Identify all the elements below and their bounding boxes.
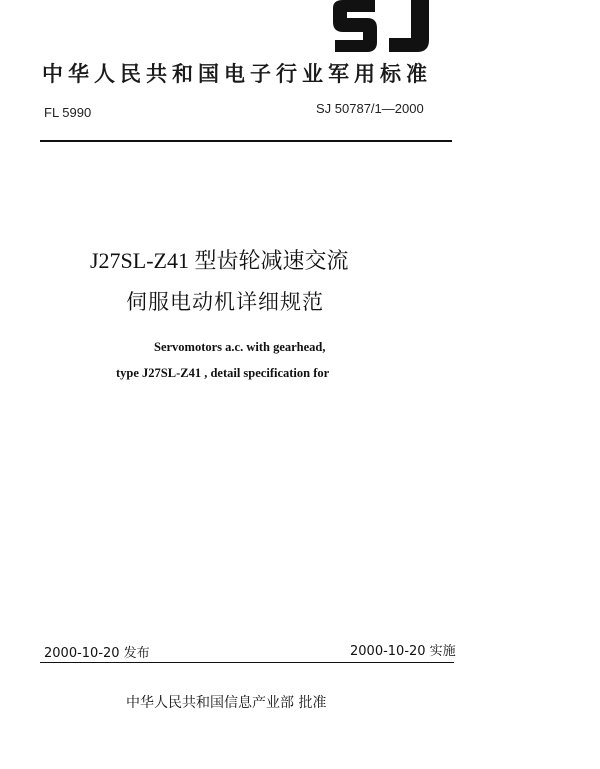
issue-date: 2000-10-20 发布 [44, 646, 150, 661]
fl-classification-code: FL 5990 [44, 105, 92, 120]
document-title-en-line1: Servomotors a.c. with gearhead, [154, 340, 326, 354]
sj-logo [331, 0, 439, 52]
document-title-en-line2: type J27SL-Z41 , detail specification for [116, 366, 330, 380]
document-title-cn-line1: J27SL-Z41 型齿轮减速交流 [90, 248, 349, 273]
approving-authority: 中华人民共和国信息产业部 批准 [126, 695, 327, 711]
document-title-cn-line2: 伺服电动机详细规范 [126, 290, 324, 314]
standard-number: SJ 50787/1—2000 [316, 101, 424, 116]
standard-category-title: 中华人民共和国电子行业军用标准 [42, 62, 432, 86]
implementation-date: 2000-10-20 实施 [350, 644, 456, 659]
header-divider [40, 140, 452, 142]
footer-divider [40, 662, 454, 663]
